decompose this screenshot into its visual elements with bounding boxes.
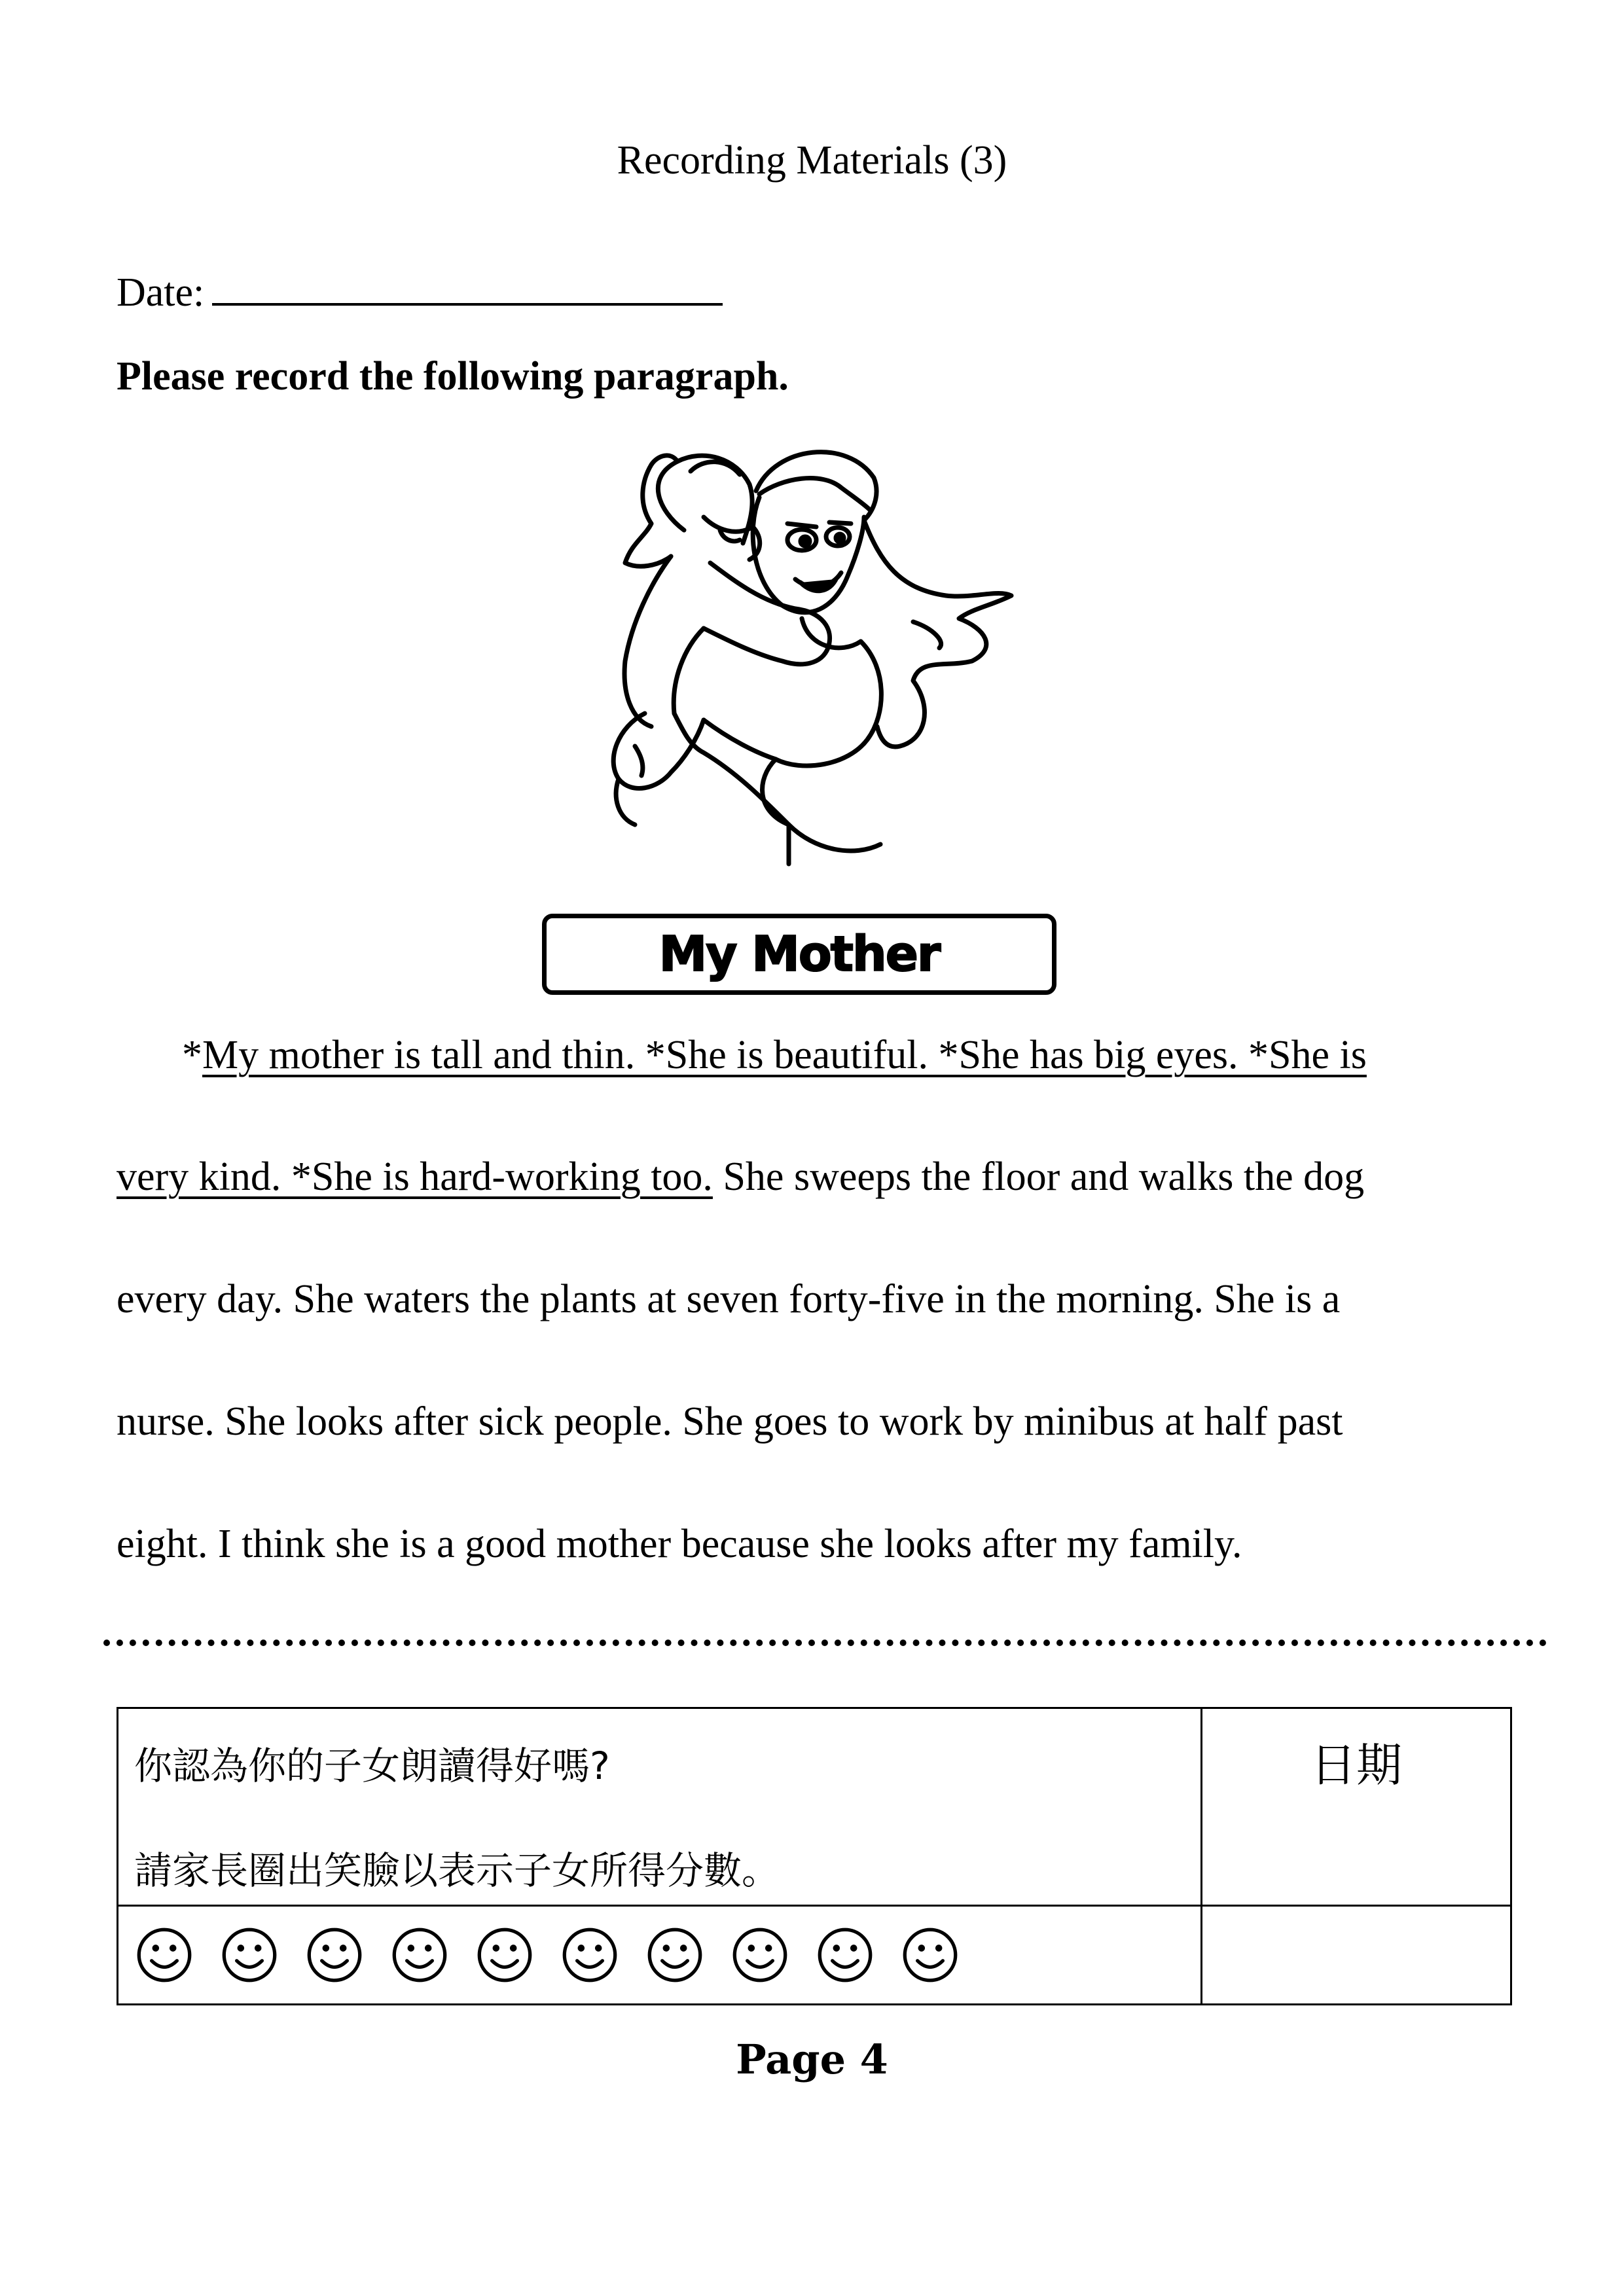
date-header-cell: 日期: [1202, 1709, 1510, 1907]
paragraph-text: She sweeps the floor and walks the dog: [712, 1155, 1365, 1199]
date-entry-cell[interactable]: [1202, 1907, 1510, 2003]
question-cell: [118, 1709, 1202, 1907]
smiley-icon[interactable]: [135, 1926, 193, 1984]
underlined-text: very kind. *She is hard-working too.: [117, 1155, 713, 1199]
smiley-icon[interactable]: [306, 1926, 363, 1984]
page-title: Recording Materials (3): [617, 138, 1007, 183]
date-row: [117, 270, 723, 316]
smiley-icon[interactable]: [816, 1926, 874, 1984]
dotted-divider: [103, 1640, 1547, 1646]
paragraph-line-3: every day. She waters the plants at seven forty-five in the morning. She is a: [117, 1277, 1341, 1321]
page-number: Page 4: [736, 2036, 888, 2083]
rating-instruction: 請家長圈出笑臉以表示子女所得分數。: [134, 1848, 780, 1893]
parent-rating-table: [117, 1707, 1512, 2005]
smiley-icon[interactable]: [561, 1926, 619, 1984]
paragraph-line-2: [117, 1154, 1364, 1200]
date-blank-line[interactable]: [212, 270, 723, 306]
smiley-icon[interactable]: [901, 1926, 959, 1984]
paragraph-line-4: nurse. She looks after sick people. She goes to work by minibus at half past: [117, 1399, 1343, 1444]
smiley-icon[interactable]: [731, 1926, 789, 1984]
mother-hugging-child-illustration: [605, 432, 1044, 890]
smiley-icon[interactable]: [391, 1926, 448, 1984]
instruction: Please record the following paragraph.: [117, 354, 789, 399]
smiley-icon[interactable]: [221, 1926, 278, 1984]
banner-text: My Mother: [659, 926, 940, 982]
title-banner: [542, 914, 1056, 995]
rating-question: 你認為你的子女朗讀得好嗎?: [134, 1744, 610, 1788]
paragraph-line-5: eight. I think she is a good mother because she looks after my family.: [117, 1522, 1242, 1566]
smiley-icon[interactable]: [646, 1926, 704, 1984]
smiley-icon[interactable]: [476, 1926, 533, 1984]
paragraph-line-1: [117, 1032, 1367, 1079]
underlined-text: My mother is tall and thin. *She is beautiful. *She has big eyes. *She is: [202, 1033, 1367, 1077]
paragraph-star: *: [182, 1033, 202, 1077]
smiley-faces-row: [118, 1907, 1202, 2003]
date-label: Date:: [117, 270, 205, 315]
